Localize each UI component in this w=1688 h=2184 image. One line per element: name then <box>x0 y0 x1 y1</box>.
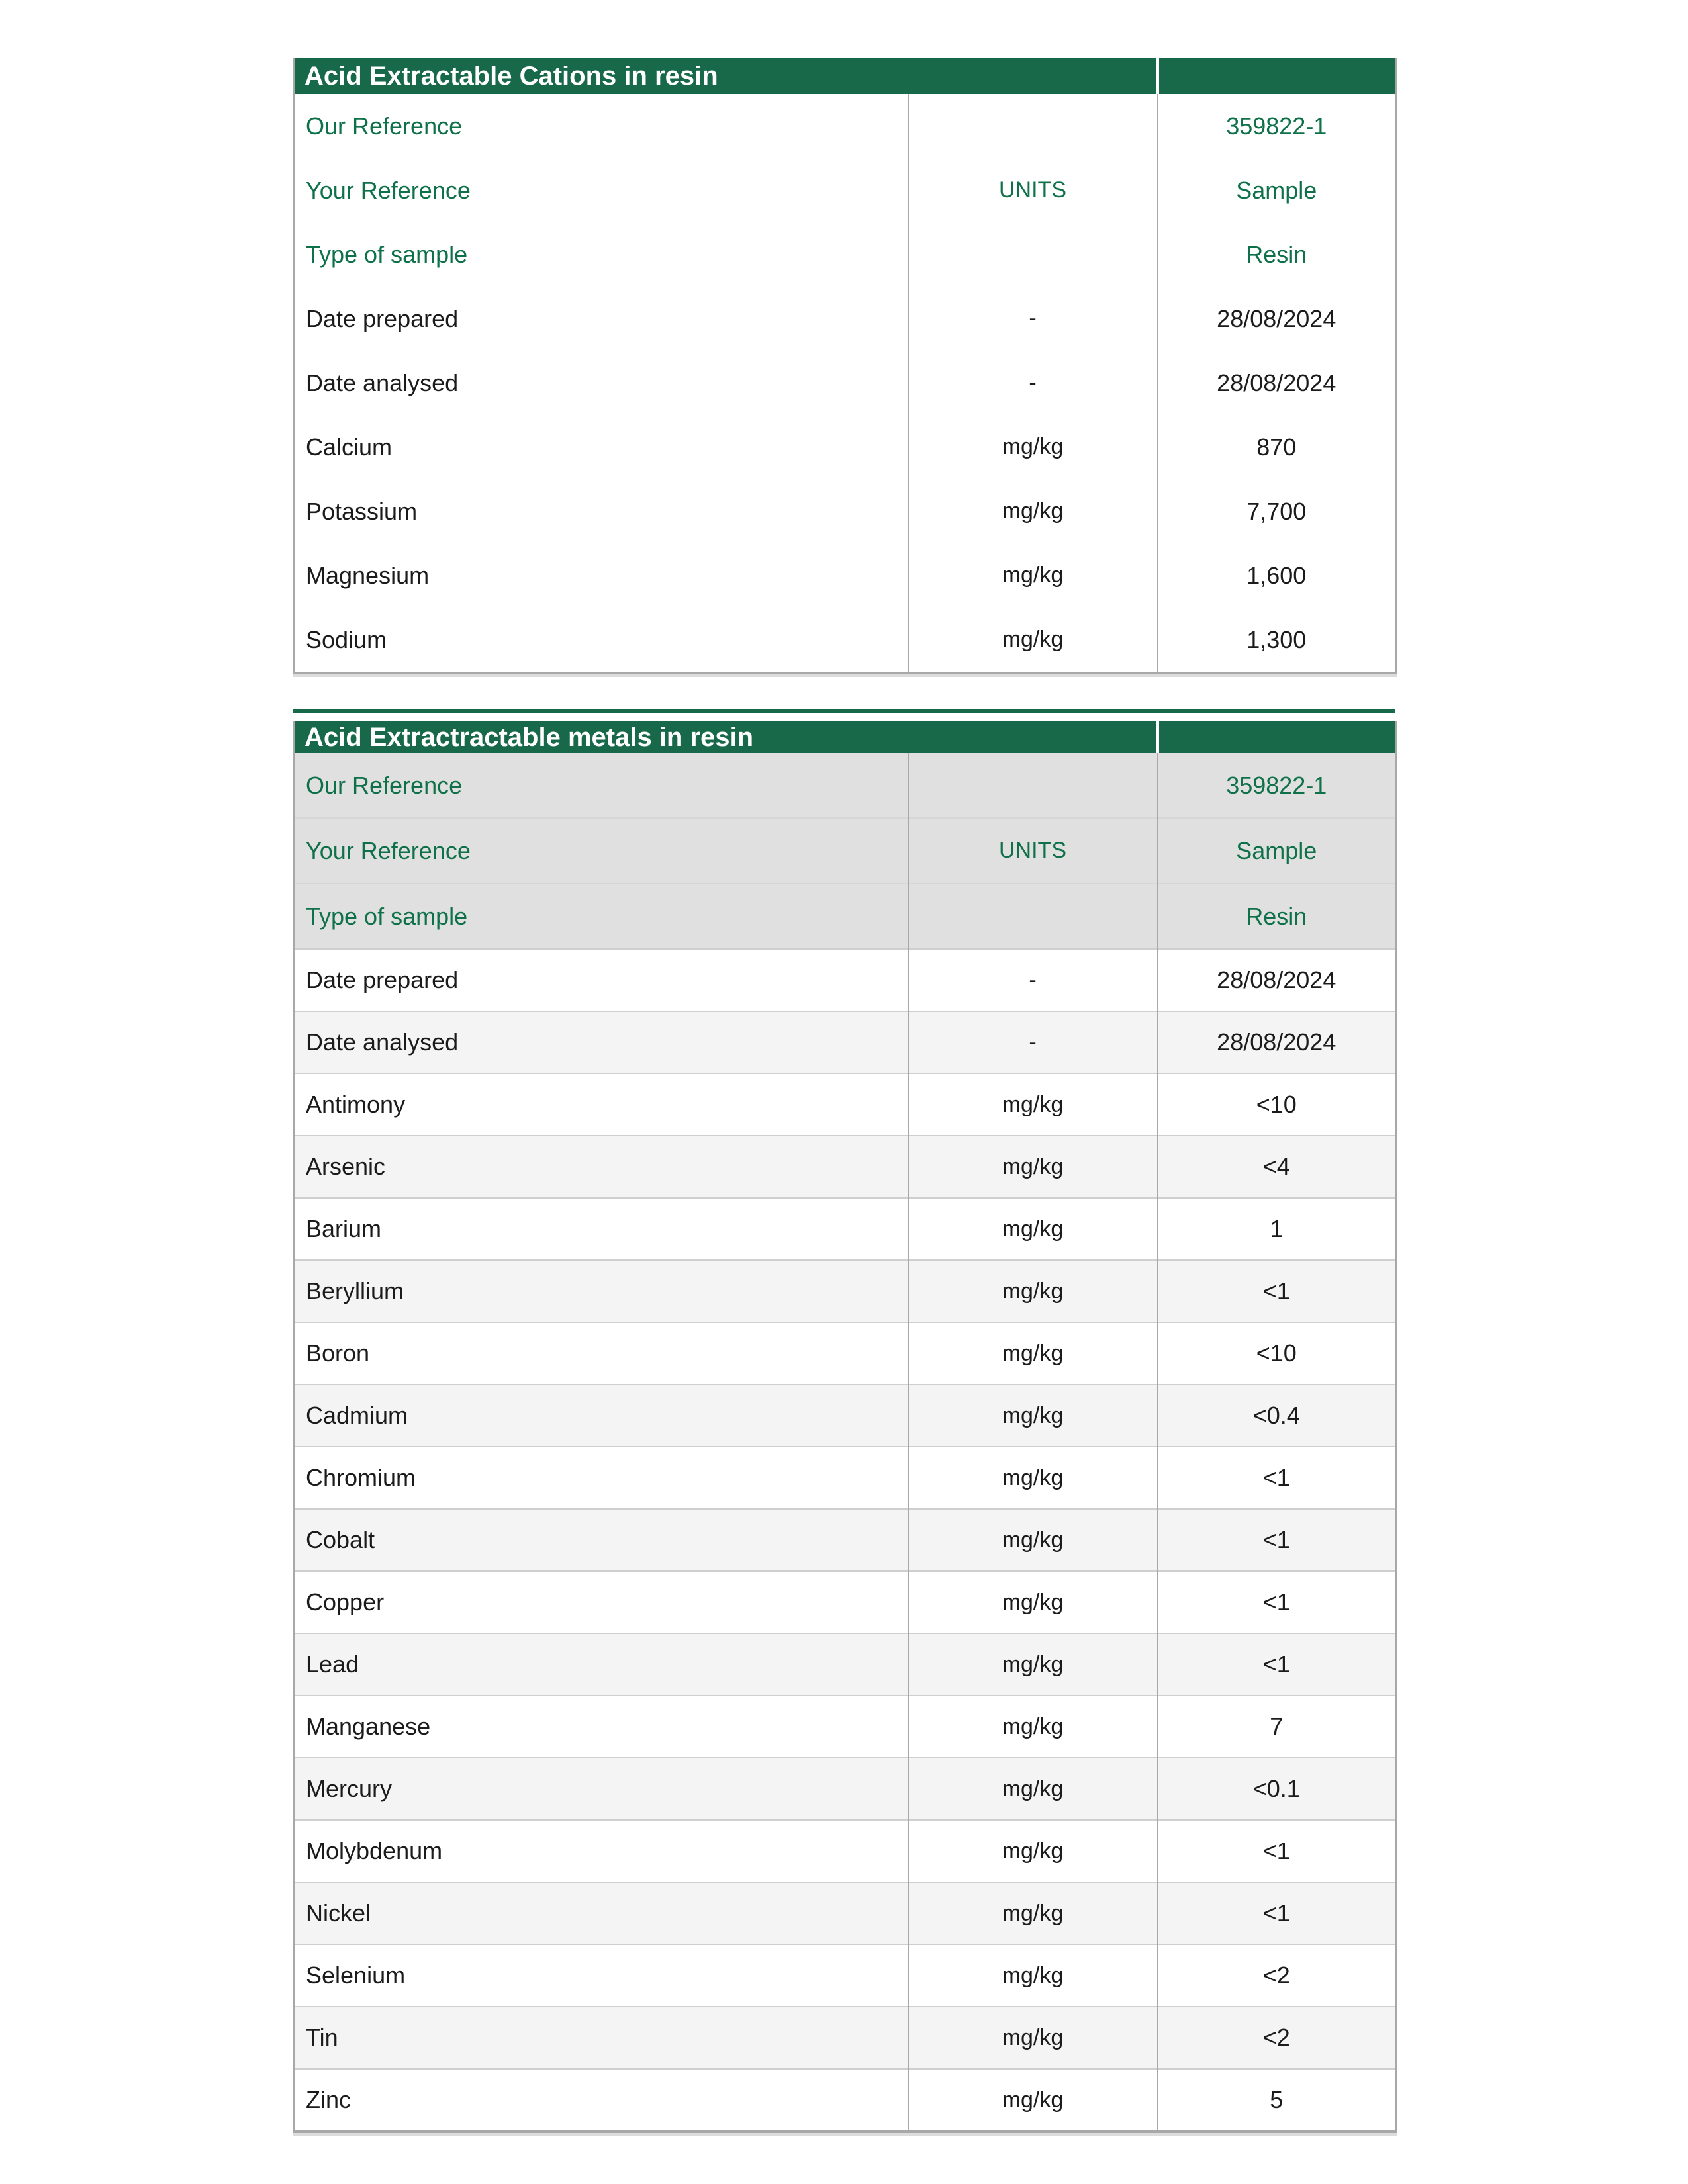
table-row <box>295 1633 1396 1696</box>
analyte-label: Magnesium <box>295 543 908 608</box>
table-row <box>295 351 1396 415</box>
units-cell: mg/kg <box>908 1198 1158 1260</box>
table-row <box>295 1011 1396 1073</box>
analyte-label: Calcium <box>295 415 908 479</box>
analyte-label: Date analysed <box>295 351 908 415</box>
units-cell: mg/kg <box>908 1571 1158 1633</box>
analyte-label: Your Reference <box>295 158 908 222</box>
cations-table <box>293 58 1397 674</box>
analyte-label: Date prepared <box>295 949 908 1011</box>
analyte-label: Type of sample <box>295 222 908 287</box>
table-body <box>295 753 1396 2132</box>
analyte-label: Zinc <box>295 2069 908 2132</box>
analyte-label: Nickel <box>295 1882 908 1944</box>
table-row <box>295 1509 1396 1571</box>
value-cell: 359822-1 <box>1158 94 1396 158</box>
units-cell: mg/kg <box>908 1633 1158 1696</box>
analyte-label: Sodium <box>295 608 908 673</box>
units-cell <box>908 884 1158 949</box>
table-row <box>295 1696 1396 1758</box>
units-cell: mg/kg <box>908 1322 1158 1385</box>
value-cell: <10 <box>1158 1073 1396 1136</box>
table-row <box>295 949 1396 1011</box>
table-row <box>295 1322 1396 1385</box>
value-cell: Sample <box>1158 158 1396 222</box>
units-cell: - <box>908 351 1158 415</box>
units-cell: UNITS <box>908 158 1158 222</box>
table-row <box>295 884 1396 949</box>
value-cell: <1 <box>1158 1509 1396 1571</box>
table-row <box>295 94 1396 158</box>
analyte-label: Antimony <box>295 1073 908 1136</box>
table-row <box>295 1198 1396 1260</box>
table-header-row <box>295 58 1396 94</box>
units-cell: mg/kg <box>908 1882 1158 1944</box>
units-cell: mg/kg <box>908 1136 1158 1198</box>
analyte-label: Date prepared <box>295 287 908 351</box>
value-cell: 5 <box>1158 2069 1396 2132</box>
table-row <box>295 1260 1396 1322</box>
table-row <box>295 222 1396 287</box>
value-cell: Resin <box>1158 884 1396 949</box>
table-body <box>295 94 1396 673</box>
table-row <box>295 1758 1396 1820</box>
analyte-label: Cobalt <box>295 1509 908 1571</box>
value-cell: <0.4 <box>1158 1385 1396 1447</box>
analyte-label: Arsenic <box>295 1136 908 1198</box>
analyte-label: Date analysed <box>295 1011 908 1073</box>
table-row <box>295 158 1396 222</box>
units-cell: UNITS <box>908 818 1158 884</box>
units-cell: mg/kg <box>908 1509 1158 1571</box>
analyte-label: Molybdenum <box>295 1820 908 1882</box>
analyte-label: Type of sample <box>295 884 908 949</box>
value-cell: 28/08/2024 <box>1158 287 1396 351</box>
value-cell: 28/08/2024 <box>1158 949 1396 1011</box>
units-cell: mg/kg <box>908 1758 1158 1820</box>
analyte-label: Our Reference <box>295 753 908 818</box>
analyte-label: Our Reference <box>295 94 908 158</box>
analyte-label: Beryllium <box>295 1260 908 1322</box>
value-cell: <10 <box>1158 1322 1396 1385</box>
units-cell: mg/kg <box>908 2007 1158 2069</box>
metals-table <box>293 721 1397 2133</box>
value-cell: <1 <box>1158 1820 1396 1882</box>
value-cell: Sample <box>1158 818 1396 884</box>
value-cell: <1 <box>1158 1882 1396 1944</box>
analyte-label: Your Reference <box>295 818 908 884</box>
table-row <box>295 1385 1396 1447</box>
table-title: Acid Extractable Cations in resin <box>295 58 1158 94</box>
units-cell: - <box>908 949 1158 1011</box>
units-cell: mg/kg <box>908 415 1158 479</box>
analyte-label: Tin <box>295 2007 908 2069</box>
analyte-label: Lead <box>295 1633 908 1696</box>
table-row <box>295 479 1396 543</box>
analyte-label: Manganese <box>295 1696 908 1758</box>
analyte-label: Copper <box>295 1571 908 1633</box>
table-header-row <box>295 721 1396 753</box>
table-title-spacer <box>1158 721 1396 753</box>
value-cell: <1 <box>1158 1633 1396 1696</box>
table-separator-line <box>293 709 1395 713</box>
table-row <box>295 1571 1396 1633</box>
units-cell: mg/kg <box>908 608 1158 673</box>
value-cell: 870 <box>1158 415 1396 479</box>
analyte-label: Potassium <box>295 479 908 543</box>
analyte-label: Barium <box>295 1198 908 1260</box>
value-cell: 7,700 <box>1158 479 1396 543</box>
value-cell: <2 <box>1158 2007 1396 2069</box>
analyte-label: Cadmium <box>295 1385 908 1447</box>
table-row <box>295 2069 1396 2132</box>
units-cell <box>908 94 1158 158</box>
units-cell <box>908 222 1158 287</box>
table-row <box>295 608 1396 673</box>
units-cell: mg/kg <box>908 1696 1158 1758</box>
analyte-label: Boron <box>295 1322 908 1385</box>
units-cell: mg/kg <box>908 1073 1158 1136</box>
units-cell: mg/kg <box>908 543 1158 608</box>
analyte-label: Selenium <box>295 1944 908 2007</box>
value-cell: 28/08/2024 <box>1158 1011 1396 1073</box>
value-cell: <2 <box>1158 1944 1396 2007</box>
table-row <box>295 818 1396 884</box>
table-row <box>295 1944 1396 2007</box>
table-row <box>295 753 1396 818</box>
table-title: Acid Extractractable metals in resin <box>295 721 1158 753</box>
units-cell: mg/kg <box>908 1944 1158 2007</box>
table-row <box>295 415 1396 479</box>
table-row <box>295 1882 1396 1944</box>
value-cell: 359822-1 <box>1158 753 1396 818</box>
units-cell: - <box>908 1011 1158 1073</box>
value-cell: 28/08/2024 <box>1158 351 1396 415</box>
value-cell: 1 <box>1158 1198 1396 1260</box>
value-cell: <1 <box>1158 1260 1396 1322</box>
table-row <box>295 2007 1396 2069</box>
units-cell: mg/kg <box>908 1820 1158 1882</box>
value-cell: <1 <box>1158 1571 1396 1633</box>
analyte-label: Mercury <box>295 1758 908 1820</box>
units-cell: - <box>908 287 1158 351</box>
value-cell: 1,600 <box>1158 543 1396 608</box>
value-cell: <4 <box>1158 1136 1396 1198</box>
value-cell: 7 <box>1158 1696 1396 1758</box>
units-cell: mg/kg <box>908 1447 1158 1509</box>
value-cell: Resin <box>1158 222 1396 287</box>
units-cell <box>908 753 1158 818</box>
table-row <box>295 1073 1396 1136</box>
table-row <box>295 1136 1396 1198</box>
table-row <box>295 287 1396 351</box>
table-row <box>295 1820 1396 1882</box>
table-row <box>295 1447 1396 1509</box>
value-cell: <1 <box>1158 1447 1396 1509</box>
analyte-label: Chromium <box>295 1447 908 1509</box>
units-cell: mg/kg <box>908 1260 1158 1322</box>
value-cell: <0.1 <box>1158 1758 1396 1820</box>
units-cell: mg/kg <box>908 1385 1158 1447</box>
units-cell: mg/kg <box>908 2069 1158 2132</box>
table-title-spacer <box>1158 58 1396 94</box>
units-cell: mg/kg <box>908 479 1158 543</box>
value-cell: 1,300 <box>1158 608 1396 673</box>
table-row <box>295 543 1396 608</box>
